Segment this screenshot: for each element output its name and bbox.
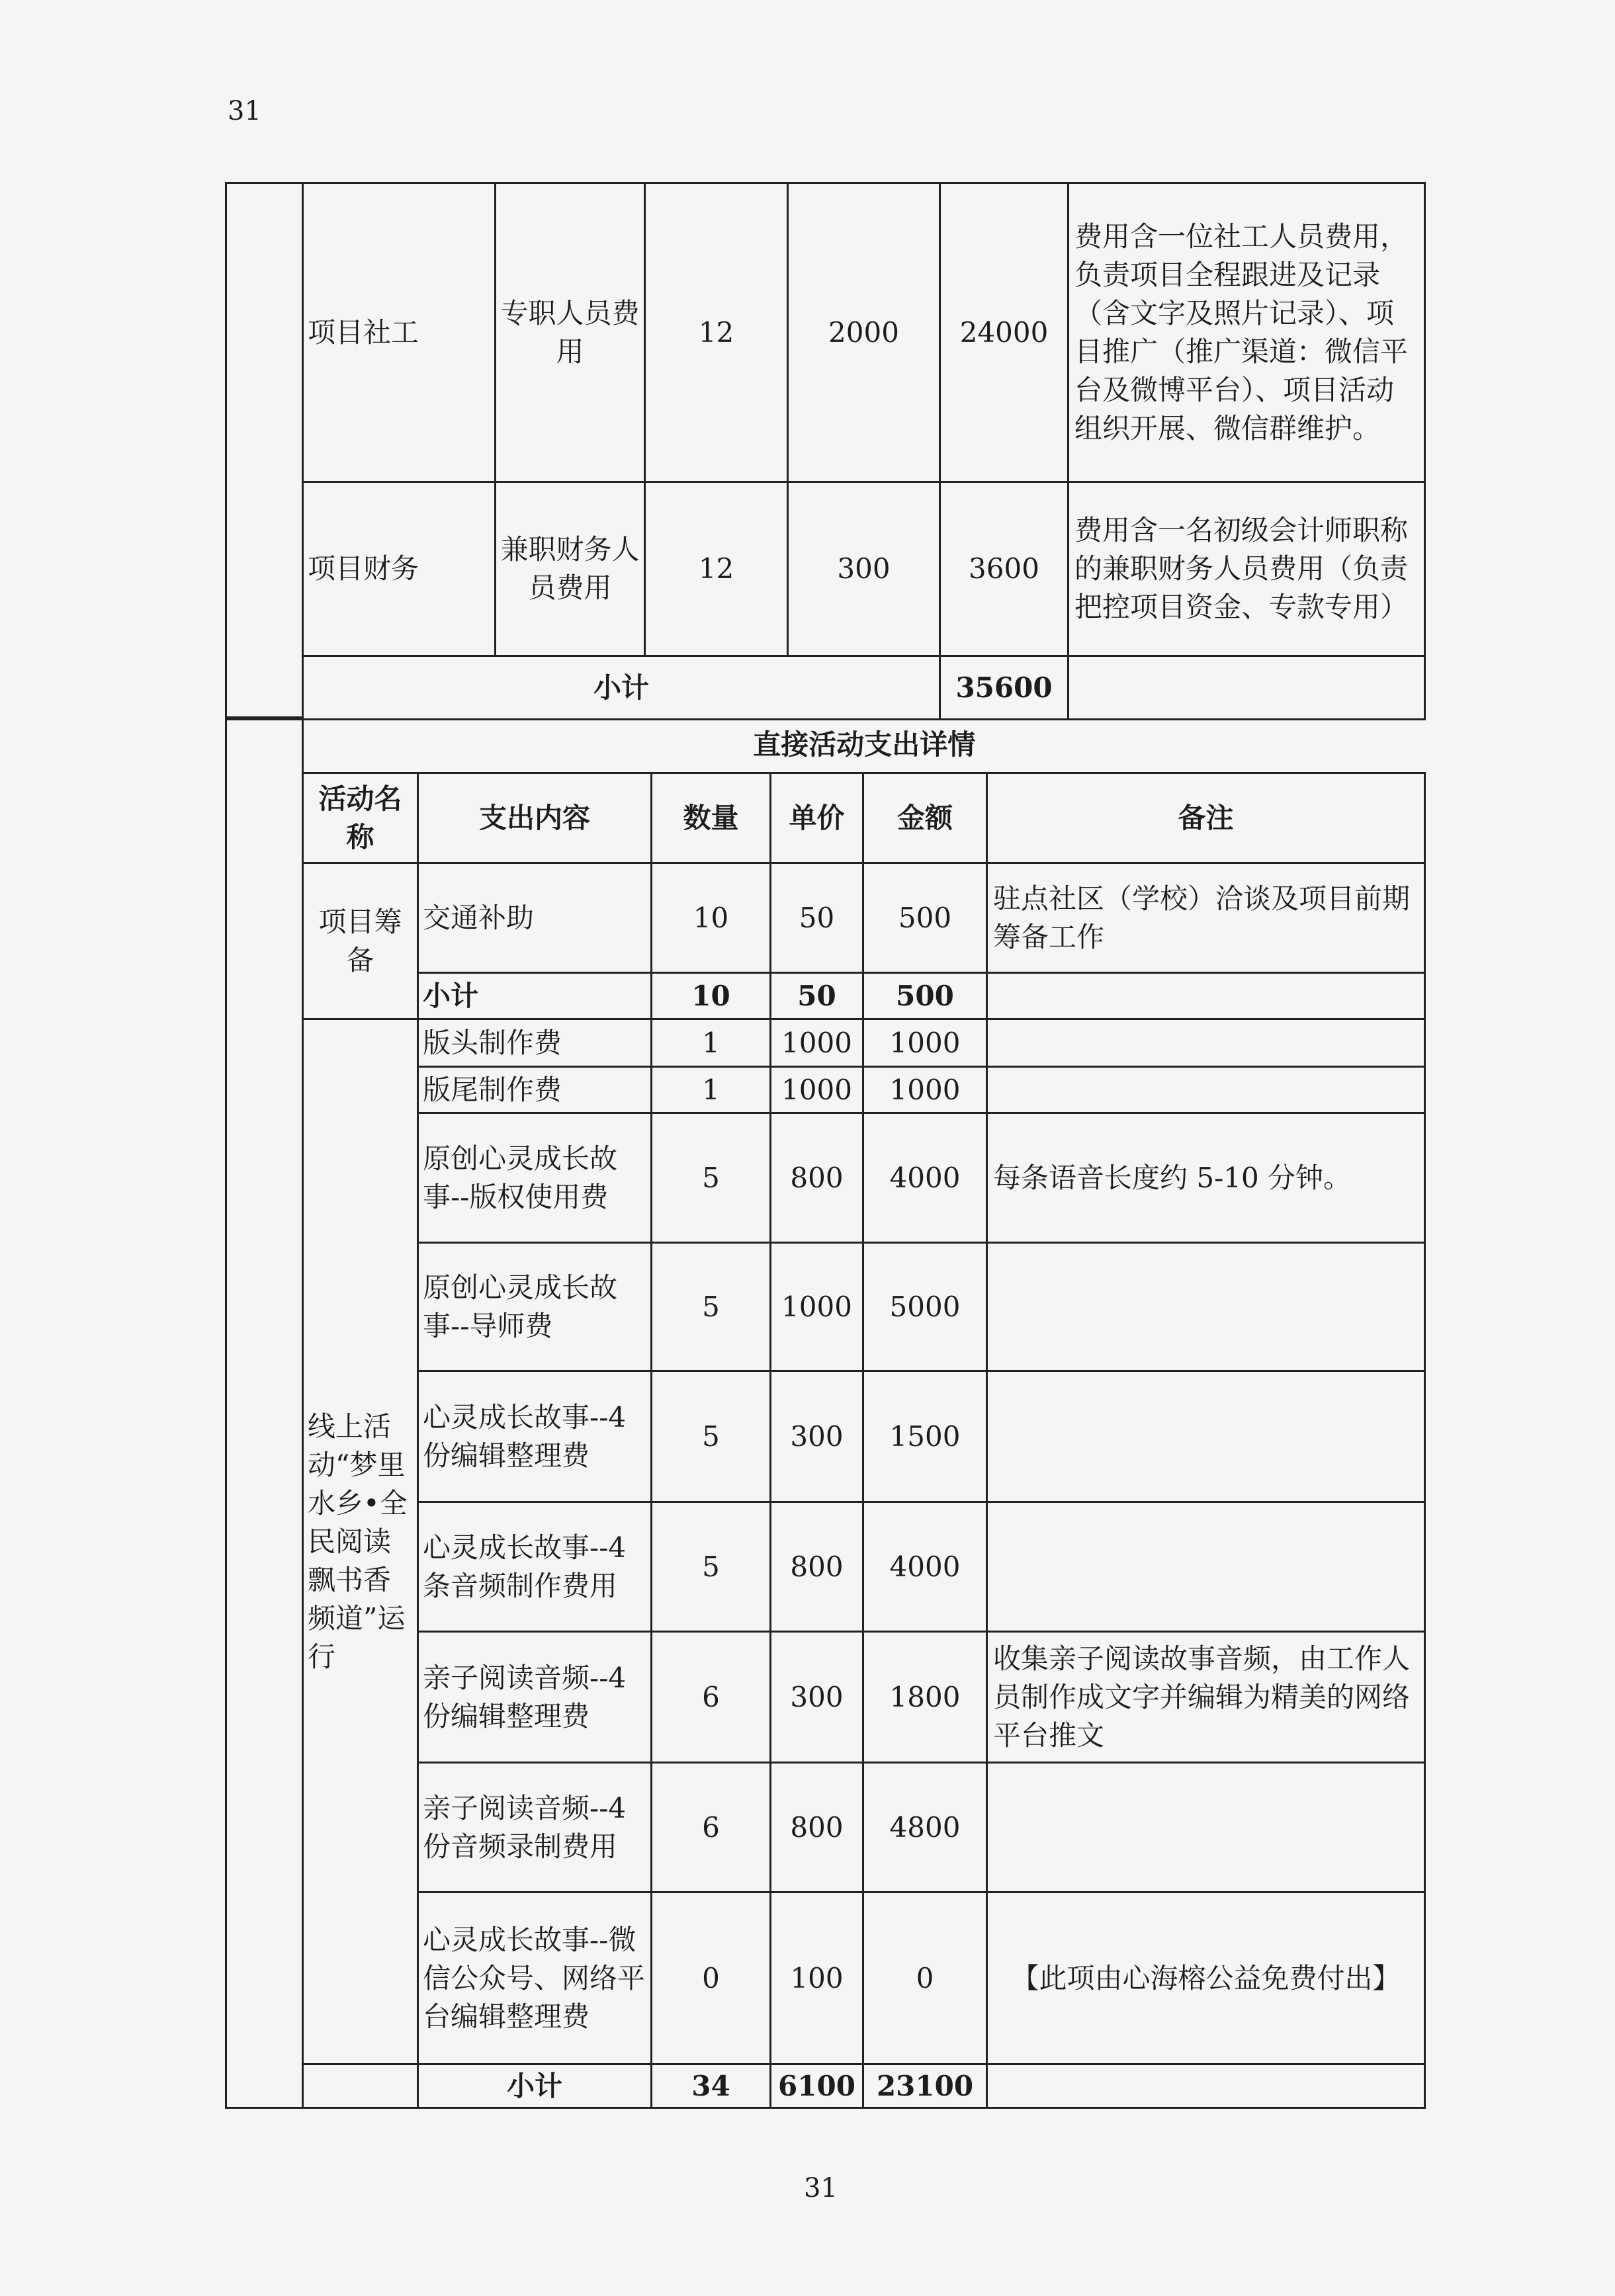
amount-cell: 4000 [863, 1113, 987, 1243]
subtotal-note [1069, 656, 1425, 720]
subtotal-amount: 35600 [940, 656, 1069, 720]
header-unit-price: 单价 [771, 773, 863, 863]
amount-cell: 0 [863, 1892, 987, 2064]
content-cell: 专职人员费用 [496, 183, 645, 482]
subtotal-unit-price: 50 [771, 973, 863, 1019]
note-cell [987, 2064, 1425, 2108]
amount-cell: 4000 [863, 1502, 987, 1632]
amount-cell: 1000 [863, 1019, 987, 1067]
unit-price-cell: 800 [771, 1502, 863, 1632]
page-number-top: 31 [228, 96, 261, 126]
qty-cell: 5 [652, 1113, 771, 1243]
content-cell: 原创心灵成长故事--版权使用费 [418, 1113, 652, 1243]
content-cell: 心灵成长故事--4 条音频制作费用 [418, 1502, 652, 1632]
qty-cell: 0 [652, 1892, 771, 2064]
header-row [226, 773, 1425, 863]
header-qty: 数量 [652, 773, 771, 863]
amount-cell: 1000 [863, 1067, 987, 1113]
content-cell: 版头制作费 [418, 1019, 652, 1067]
subtotal-amount: 500 [863, 973, 987, 1019]
activity-name-prep: 项目筹备 [303, 863, 418, 1019]
content-cell: 心灵成长故事--4 份编辑整理费 [418, 1371, 652, 1502]
subtotal-label: 小计 [303, 656, 940, 720]
note-cell: 每条语音长度约 5-10 分钟。 [987, 1113, 1425, 1243]
qty-cell: 5 [652, 1243, 771, 1371]
unit-price-cell: 300 [788, 482, 940, 656]
activity-name-online: 线上活动“梦里水乡•全民阅读飘书香频道”运行 [303, 1019, 418, 2064]
amount-cell: 3600 [940, 482, 1069, 656]
section-title: 直接活动支出详情 [753, 728, 976, 761]
content-cell: 亲子阅读音频--4 份音频录制费用 [418, 1763, 652, 1892]
category-cell [226, 718, 303, 2108]
unit-price-cell: 1000 [771, 1067, 863, 1113]
content-cell: 交通补助 [418, 863, 652, 973]
qty-cell: 6 [652, 1763, 771, 1892]
note-cell [987, 1502, 1425, 1632]
unit-price-cell: 50 [771, 863, 863, 973]
subtotal-name-cell [303, 2064, 418, 2108]
subtotal-label: 小计 [418, 2064, 652, 2108]
note-cell [987, 1067, 1425, 1113]
qty-cell: 6 [652, 1632, 771, 1763]
qty-cell: 12 [645, 183, 788, 482]
category-cell [226, 183, 303, 720]
note-cell: 驻点社区（学校）洽谈及项目前期筹备工作 [987, 863, 1425, 973]
note-cell: 收集亲子阅读故事音频，由工作人员制作成文字并编辑为精美的网络平台推文 [987, 1632, 1425, 1763]
header-amount: 金额 [863, 773, 987, 863]
unit-price-cell: 800 [771, 1113, 863, 1243]
qty-cell: 1 [652, 1019, 771, 1067]
subtotal-label: 小计 [418, 973, 652, 1019]
note-cell [987, 1371, 1425, 1502]
subtotal-amount: 23100 [863, 2064, 987, 2108]
subtotal-qty: 34 [652, 2064, 771, 2108]
header-content: 支出内容 [418, 773, 652, 863]
qty-cell: 12 [645, 482, 788, 656]
note-cell [987, 1019, 1425, 1067]
role-cell: 项目财务 [303, 482, 496, 656]
qty-cell: 10 [652, 863, 771, 973]
note-cell: 费用含一位社工人员费用，负责项目全程跟进及记录（含文字及照片记录）、项目推广（推广渠道：微信平台及微博平台）、项目活动组织开展、微信群维护。 [1069, 183, 1425, 482]
unit-price-cell: 100 [771, 1892, 863, 2064]
staff-cost-table [225, 182, 1426, 720]
table-row [226, 482, 1425, 656]
qty-cell: 5 [652, 1502, 771, 1632]
table-row [226, 1019, 1425, 1067]
subtotal-row [226, 656, 1425, 720]
content-cell: 兼职财务人员费用 [496, 482, 645, 656]
note-cell: 【此项由心海榕公益免费付出】 [987, 1892, 1425, 2064]
title-row [226, 718, 1425, 773]
amount-cell: 500 [863, 863, 987, 973]
qty-cell: 5 [652, 1371, 771, 1502]
content-cell: 亲子阅读音频--4 份编辑整理费 [418, 1632, 652, 1763]
amount-cell: 24000 [940, 183, 1069, 482]
content-cell: 心灵成长故事--微信公众号、网络平台编辑整理费 [418, 1892, 652, 2064]
unit-price-cell: 1000 [771, 1019, 863, 1067]
subtotal-unit-price: 6100 [771, 2064, 863, 2108]
unit-price-cell: 300 [771, 1632, 863, 1763]
table-row [226, 183, 1425, 482]
unit-price-cell: 800 [771, 1763, 863, 1892]
header-activity-name: 活动名称 [303, 773, 418, 863]
note-cell [987, 1763, 1425, 1892]
note-cell: 费用含一名初级会计师职称的兼职财务人员费用（负责把控项目资金、专款专用） [1069, 482, 1425, 656]
activity-expense-table [225, 716, 1426, 2109]
unit-price-cell: 1000 [771, 1243, 863, 1371]
note-cell [987, 1243, 1425, 1371]
page-number-bottom: 31 [804, 2173, 838, 2203]
content-cell: 版尾制作费 [418, 1067, 652, 1113]
content-cell: 原创心灵成长故事--导师费 [418, 1243, 652, 1371]
note-cell [987, 973, 1425, 1019]
amount-cell: 1800 [863, 1632, 987, 1763]
qty-cell: 1 [652, 1067, 771, 1113]
role-cell: 项目社工 [303, 183, 496, 482]
subtotal-row [226, 2064, 1425, 2108]
header-note: 备注 [987, 773, 1425, 863]
unit-price-cell: 2000 [788, 183, 940, 482]
unit-price-cell: 300 [771, 1371, 863, 1502]
table-row [226, 863, 1425, 973]
amount-cell: 4800 [863, 1763, 987, 1892]
amount-cell: 5000 [863, 1243, 987, 1371]
subtotal-qty: 10 [652, 973, 771, 1019]
amount-cell: 1500 [863, 1371, 987, 1502]
